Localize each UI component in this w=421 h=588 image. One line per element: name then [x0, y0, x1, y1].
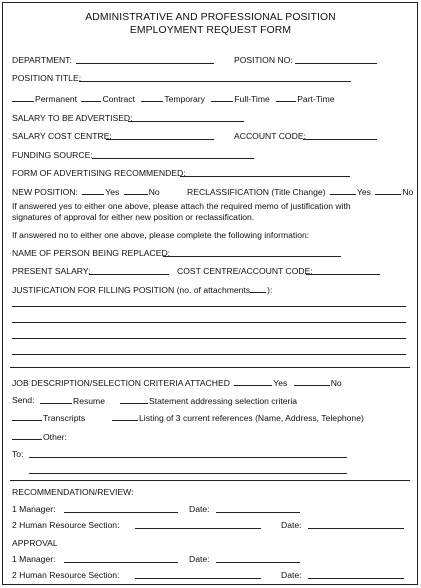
- approval-hr-label: 2 Human Resource Section:: [12, 570, 120, 580]
- employment-type-row: [12, 93, 335, 104]
- reclassification-no-line[interactable]: [375, 186, 401, 195]
- position-title-label: POSITION TITLE:: [12, 73, 82, 83]
- instruction-no-line: If answered no to either one above, please complete the following information:: [12, 230, 310, 240]
- justification-label: JUSTIFICATION FOR FILLING POSITION (no. of attachments: [12, 285, 251, 295]
- recommendation-manager-label: 1 Manager:: [12, 504, 56, 514]
- form-advertising-label: FORM OF ADVERTISING RECOMMENDED:: [12, 168, 186, 178]
- account-code-field[interactable]: [303, 139, 377, 140]
- send-references-row: [112, 412, 364, 423]
- section-divider-1: [10, 367, 410, 368]
- resume-checkline[interactable]: [40, 395, 72, 404]
- recommendation-heading: RECOMMENDATION/REVIEW:: [12, 487, 134, 497]
- form-title-line-1: ADMINISTRATIVE AND PROFESSIONAL POSITION: [85, 12, 336, 23]
- new-position-no-line[interactable]: [124, 186, 148, 195]
- transcripts-option: Transcripts: [43, 413, 86, 423]
- permanent-checkline[interactable]: [12, 93, 34, 102]
- justification-line-1[interactable]: [12, 306, 406, 307]
- recommendation-hr-field[interactable]: [135, 528, 261, 529]
- department-field[interactable]: [76, 63, 214, 64]
- job-description-yes: Yes: [273, 378, 288, 388]
- send-label: Send:: [12, 395, 35, 405]
- approval-manager-field[interactable]: [64, 562, 178, 563]
- job-description-no: No: [330, 378, 342, 388]
- send-resume-row: [40, 395, 105, 406]
- full-time-option: Full-Time: [234, 94, 270, 104]
- to-field-line-2[interactable]: [29, 473, 347, 474]
- department-label: DEPARTMENT:: [12, 55, 72, 65]
- reclassification-no: No: [402, 187, 414, 197]
- approval-hr-date-label: Date:: [281, 570, 302, 580]
- transcripts-checkline[interactable]: [12, 412, 42, 421]
- approval-hr-field[interactable]: [135, 578, 261, 579]
- contract-option: Contract: [102, 94, 135, 104]
- statement-option: Statement addressing selection criteria: [149, 396, 298, 406]
- approval-hr-date-field[interactable]: [308, 578, 404, 579]
- other-option: Other:: [43, 432, 67, 442]
- account-code-label: ACCOUNT CODE:: [234, 131, 306, 141]
- to-label: To:: [12, 449, 24, 459]
- job-description-label: JOB DESCRIPTION/SELECTION CRITERIA ATTACHED: [12, 378, 230, 388]
- other-checkline[interactable]: [12, 431, 42, 440]
- justification-label-end: ):: [267, 285, 273, 295]
- funding-source-label: FUNDING SOURCE:: [12, 150, 93, 160]
- present-salary-label: PRESENT SALARY:: [12, 266, 91, 276]
- recommendation-hr-date-label: Date:: [281, 520, 302, 530]
- new-position-yes-line[interactable]: [82, 186, 104, 195]
- approval-manager-label: 1 Manager:: [12, 554, 56, 564]
- instruction-yes-line-2: signatures of approval for either new position or reclassification.: [12, 212, 255, 222]
- send-statement-row: [120, 395, 297, 406]
- name-replaced-field[interactable]: [163, 256, 341, 257]
- new-position-row: [12, 186, 160, 197]
- reclassification-yes: Yes: [356, 187, 371, 197]
- form-title-line-2: EMPLOYMENT REQUEST FORM: [129, 25, 292, 36]
- approval-manager-date-label: Date:: [189, 554, 210, 564]
- cost-centre-account-field[interactable]: [306, 274, 380, 275]
- salary-advertised-label: SALARY TO BE ADVERTISED:: [12, 113, 133, 123]
- justification-line-3[interactable]: [12, 338, 406, 339]
- temporary-option: Temporary: [164, 94, 205, 104]
- new-position-label: NEW POSITION:: [12, 187, 78, 197]
- reclassification-yes-line[interactable]: [330, 186, 356, 195]
- form-advertising-field[interactable]: [180, 176, 350, 177]
- contract-checkline[interactable]: [81, 93, 101, 102]
- name-replaced-label: NAME OF PERSON BEING REPLACED:: [12, 248, 171, 258]
- position-no-field[interactable]: [295, 63, 377, 64]
- salary-advertised-field[interactable]: [128, 121, 244, 122]
- temporary-checkline[interactable]: [141, 93, 163, 102]
- part-time-checkline[interactable]: [276, 93, 296, 102]
- to-field-line-1[interactable]: [29, 457, 347, 458]
- recommendation-hr-label: 2 Human Resource Section:: [12, 520, 120, 530]
- attachments-count-field[interactable]: [250, 284, 266, 293]
- justification-line-2[interactable]: [12, 322, 406, 323]
- position-title-field[interactable]: [79, 81, 351, 82]
- recommendation-manager-date-label: Date:: [189, 504, 210, 514]
- cost-centre-account-label: COST CENTRE/ACCOUNT CODE:: [177, 266, 313, 276]
- recommendation-manager-date-field[interactable]: [216, 512, 300, 513]
- full-time-checkline[interactable]: [211, 93, 233, 102]
- resume-option: Resume: [73, 396, 105, 406]
- justification-line-4[interactable]: [12, 354, 406, 355]
- references-option: Listing of 3 current references (Name, Address, Telephone): [139, 413, 364, 423]
- section-divider-2: [10, 480, 410, 481]
- send-transcripts-row: [12, 412, 85, 423]
- instruction-yes-line-1: If answered yes to either one above, please attach the required memo of justification with: [12, 201, 351, 211]
- salary-cost-centre-field[interactable]: [106, 139, 214, 140]
- recommendation-manager-field[interactable]: [64, 512, 178, 513]
- statement-checkline[interactable]: [120, 395, 148, 404]
- justification-row: [12, 284, 272, 295]
- send-other-row: [12, 431, 67, 442]
- new-position-no: No: [148, 187, 160, 197]
- reclassification-row: [187, 186, 413, 197]
- job-description-row: [12, 377, 342, 388]
- present-salary-field[interactable]: [89, 274, 169, 275]
- recommendation-hr-date-field[interactable]: [308, 528, 404, 529]
- references-checkline[interactable]: [112, 412, 138, 421]
- salary-cost-centre-label: SALARY COST CENTRE:: [12, 131, 112, 141]
- position-no-label: POSITION NO:: [234, 55, 293, 65]
- permanent-option: Permanent: [35, 94, 78, 104]
- job-description-yes-line[interactable]: [234, 377, 272, 386]
- approval-manager-date-field[interactable]: [216, 562, 300, 563]
- job-description-no-line[interactable]: [294, 377, 330, 386]
- part-time-option: Part-Time: [297, 94, 335, 104]
- approval-heading: APPROVAL: [12, 538, 58, 548]
- reclassification-label: RECLASSIFICATION (Title Change): [187, 187, 326, 197]
- new-position-yes: Yes: [105, 187, 120, 197]
- funding-source-field[interactable]: [92, 158, 254, 159]
